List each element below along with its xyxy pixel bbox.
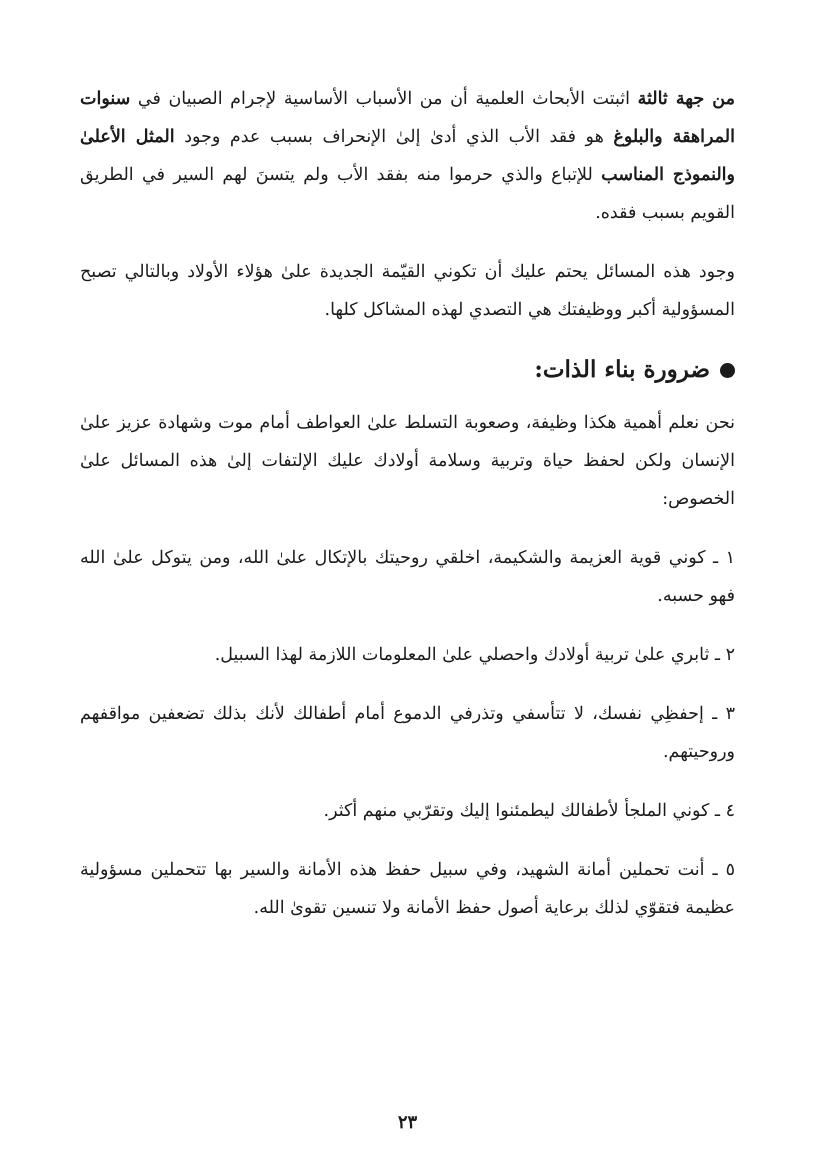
list-item: ٥ ـ أنت تحملين أمانة الشهيد، وفي سبيل حفظ هذه الأمانة والسير بها تتحملين مسؤولية عظيمة فتقوّي لذلك برعاية أصول حفظ الأمانة ولا تنسين تقوىٰ الله. (80, 860, 735, 918)
list-item: ١ ـ كوني قوية العزيمة والشكيمة، اخلقي روحيتك بالإتكال علىٰ الله، ومن يتوكل علىٰ الله فهو حسبه. (80, 548, 735, 606)
paragraph-text: هو فقد الأب الذي أدىٰ إلىٰ الإنحراف بسبب عدم وجود (174, 127, 614, 147)
section-heading (80, 350, 735, 390)
bold-phrase-adolescence: سنوات المراهقة والبلوغ (80, 89, 735, 147)
bold-phrase-role-model: المثل الأعلىٰ والنموذج المناسب (80, 127, 735, 185)
paragraph-intro (80, 80, 735, 232)
list-item: ٢ ـ ثابري علىٰ تربية أولادك واحصلي علىٰ المعلومات اللازمة لهذا السبيل. (214, 645, 735, 665)
paragraph-responsibility: وجود هذه المسائل يحتم عليك أن تكوني القيّمة الجديدة علىٰ هؤلاء الأولاد وبالتالي تصبح المسؤولية أكبر ووظيفتك هي التصدي لهذه المشاكل كلها. (80, 262, 735, 320)
paragraph-text: للإتباع والذي حرموا منه بفقد الأب ولم يتسنَ لهم السير في الطريق القويم بسبب فقده. (80, 165, 735, 223)
list-item: ٤ ـ كوني الملجأ لأطفالك ليطمئنوا إليك وتقرّبي منهم أكثر. (323, 801, 735, 821)
page-number: ٢٣ (397, 1112, 418, 1133)
bullet-icon (720, 363, 735, 378)
bold-phrase-third-aspect: من جهة ثالثة (637, 89, 735, 109)
paragraph-text: اثبتت الأبحاث العلمية أن من الأسباب الأساسية لإجرام الصبيان في (130, 89, 638, 109)
section-heading-text: ضرورة بناء الذات: (534, 356, 710, 383)
document-page (80, 80, 735, 948)
list-item: ٣ ـ إحفظِي نفسك، لا تتأسفي وتذرفي الدموع أمام أطفالك لأنك بذلك تضعفين مواقفهم وروحيتهم. (80, 704, 735, 762)
section-intro: نحن نعلم أهمية هكذا وظيفة، وصعوبة التسلط علىٰ العواطف أمام موت وشهادة عزيز علىٰ الإنسان ولكن لحفظ حياة وتربية وسلامة أولادك عليك الإلتفات إلىٰ هذه المسائل علىٰ الخصوص: (80, 413, 735, 509)
